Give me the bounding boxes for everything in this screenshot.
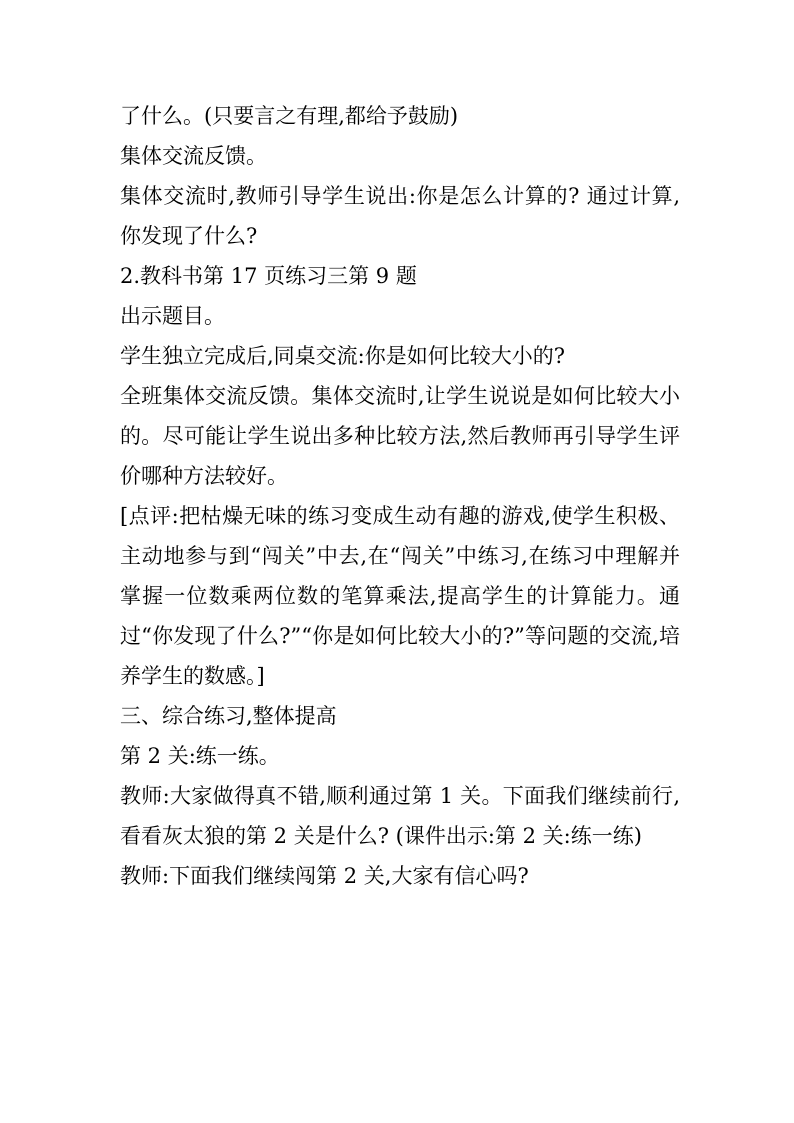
paragraph-teacher-level-two: 教师:大家做得真不错,顺利通过第 1 关。下面我们继续前行,看看灰太狼的第 2 关是什么? (课件出示:第 2 关:练一练) xyxy=(120,784,680,848)
section-heading-comprehensive-practice: 三、综合练习,整体提高 xyxy=(120,704,337,728)
paragraph-teacher-guide: 集体交流时,教师引导学生说出:你是怎么计算的? 通过计算,你发现了什么? xyxy=(120,184,680,248)
paragraph-student-discussion: 学生独立完成后,同桌交流:你是如何比较大小的? xyxy=(120,344,566,368)
paragraph-exercise-heading: 2.教科书第 17 页练习三第 9 题 xyxy=(120,264,417,288)
paragraph-level-two: 第 2 关:练一练。 xyxy=(120,744,280,768)
paragraph-feedback: 集体交流反馈。 xyxy=(120,144,267,168)
paragraph-commentary: [点评:把枯燥无味的练习变成生动有趣的游戏,使学生积极、主动地参与到“闯关”中去,在“闯关”中练习,在练习中理解并掌握一位数乘两位数的笔算乘法,提高学生的计算能力。通过“你发现了什么?”“你是如何比较大小的?”等问题的交流,培养学生的数感。] xyxy=(120,504,680,688)
paragraph-class-feedback: 全班集体交流反馈。集体交流时,让学生说说是如何比较大小的。尽可能让学生说出多种比较方法,然后教师再引导学生评价哪种方法较好。 xyxy=(120,384,680,488)
paragraph-show-question: 出示题目。 xyxy=(120,304,225,328)
document-body xyxy=(120,96,680,896)
paragraph-continuation: 了什么。(只要言之有理,都给予鼓励) xyxy=(120,104,459,128)
paragraph-teacher-confidence: 教师:下面我们继续闯第 2 关,大家有信心吗? xyxy=(120,864,529,888)
